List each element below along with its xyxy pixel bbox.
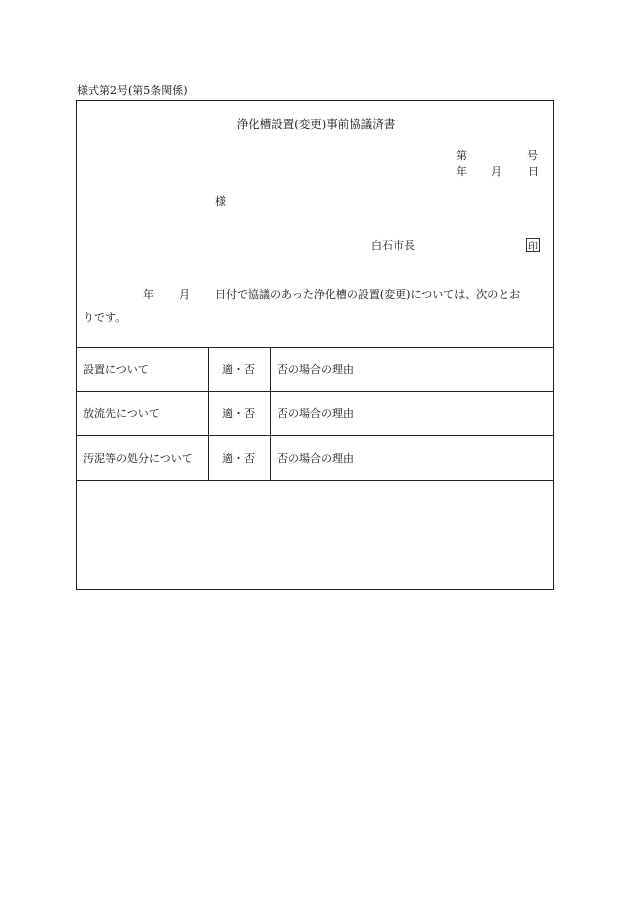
row-judgment-sludge: 適・否 <box>222 452 255 465</box>
table-row-divider <box>77 391 553 392</box>
addressee-suffix: 様 <box>215 195 226 208</box>
number-prefix: 第 <box>456 149 467 162</box>
body-month: 月 <box>179 288 190 301</box>
row-label-sludge: 汚泥等の処分について <box>83 452 193 465</box>
remarks-area <box>77 481 553 589</box>
body-year: 年 <box>143 288 154 301</box>
table-column-divider <box>270 347 271 480</box>
row-reason-installation: 否の場合の理由 <box>277 363 354 376</box>
row-judgment-installation: 適・否 <box>222 363 255 376</box>
table-row-divider <box>77 435 553 436</box>
seal-mark: 印 <box>526 238 540 252</box>
document-frame <box>76 100 554 590</box>
row-label-discharge: 放流先について <box>83 407 160 420</box>
row-label-installation: 設置について <box>83 363 149 376</box>
row-reason-sludge: 否の場合の理由 <box>277 452 354 465</box>
date-year: 年 <box>456 165 467 178</box>
body-text-line-1: 日付で協議のあった浄化槽の設置(変更)については、次のとお <box>215 288 521 301</box>
form-number-label: 様式第2号(第5条関係) <box>77 84 188 97</box>
body-text-line-2: りです。 <box>83 311 127 324</box>
issuer-name: 白石市長 <box>371 239 415 252</box>
row-judgment-discharge: 適・否 <box>222 407 255 420</box>
document-title: 浄化槽設置(変更)事前協議済書 <box>236 117 396 131</box>
row-reason-discharge: 否の場合の理由 <box>277 407 354 420</box>
date-month: 月 <box>491 165 502 178</box>
table-top-border <box>77 347 553 348</box>
number-suffix: 号 <box>527 149 538 162</box>
date-day: 日 <box>528 165 539 178</box>
table-column-divider <box>208 347 209 480</box>
